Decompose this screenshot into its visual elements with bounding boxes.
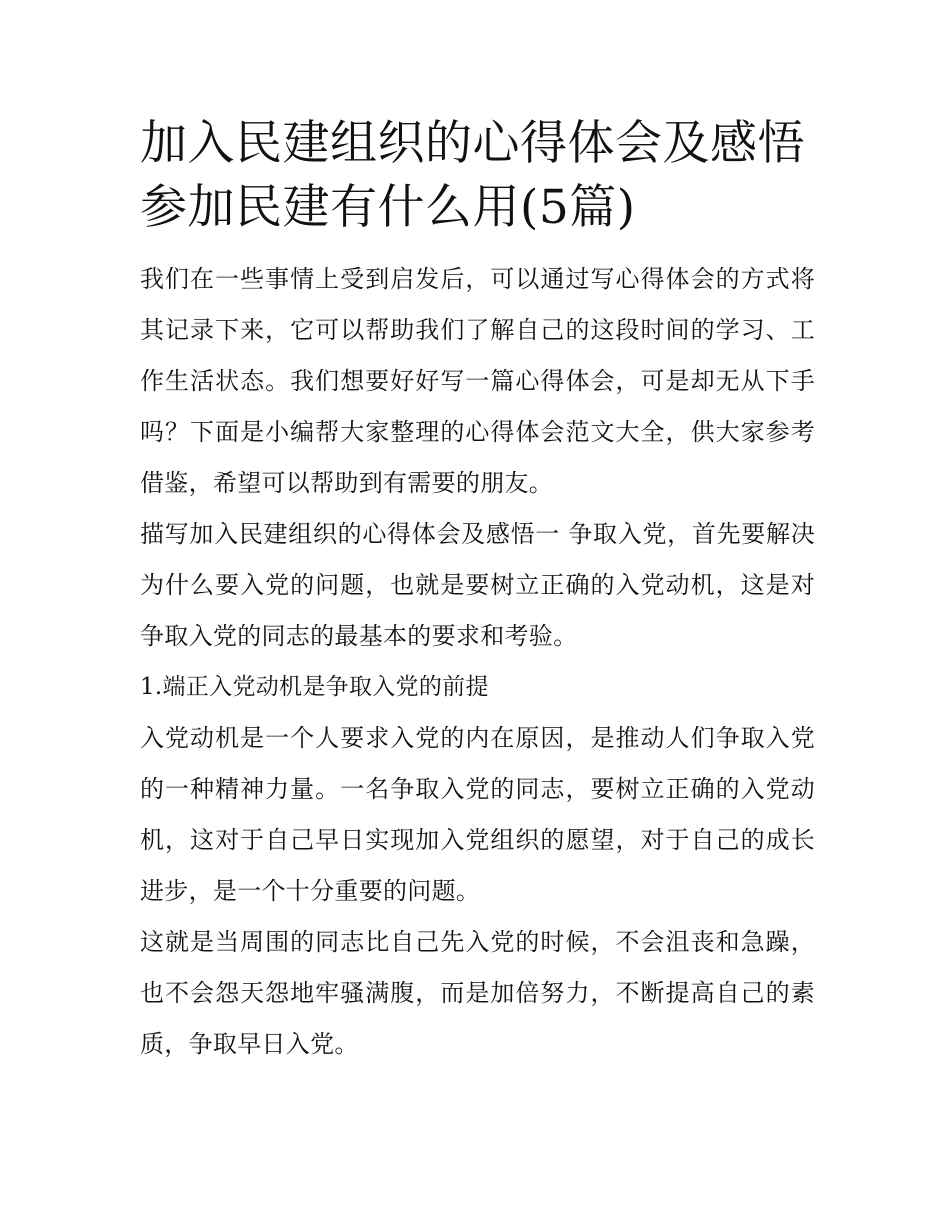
body-paragraph: 入党动机是一个人要求入党的内在原因，是推动人们争取入党的一种精神力量。一名争取入党的同志，要树立正确的入党动机，这对于自己早日实现加入党组织的愿望，对于自己的成长进步，是一个十分重要的问题。 (140, 724, 815, 905)
section-heading: 1.端正入党动机是争取入党的前提 (140, 674, 489, 700)
intro-paragraph: 我们在一些事情上受到启发后，可以通过写心得体会的方式将其记录下来，它可以帮助我们了解自己的这段时间的学习、工作生活状态。我们想要好好写一篇心得体会，可是却无从下手吗？下面是小编帮大家整理的心得体会范文大全，供大家参考借鉴，希望可以帮助到有需要的朋友。 (140, 265, 815, 497)
body-paragraph: 这就是当周围的同志比自己先入党的时候，不会沮丧和急躁，也不会怨天怨地牢骚满腹，而是加倍努力，不断提高自己的素质，争取早日入党。 (140, 928, 815, 1058)
body-paragraph: 描写加入民建组织的心得体会及感悟一 争取入党，首先要解决为什么要入党的问题，也就是要树立正确的入党动机，这是对争取入党的同志的最基本的要求和考验。 (140, 520, 815, 650)
document-page (140, 112, 815, 1070)
document-title: 加入民建组织的心得体会及感悟 参加民建有什么用(5篇) (140, 116, 805, 235)
